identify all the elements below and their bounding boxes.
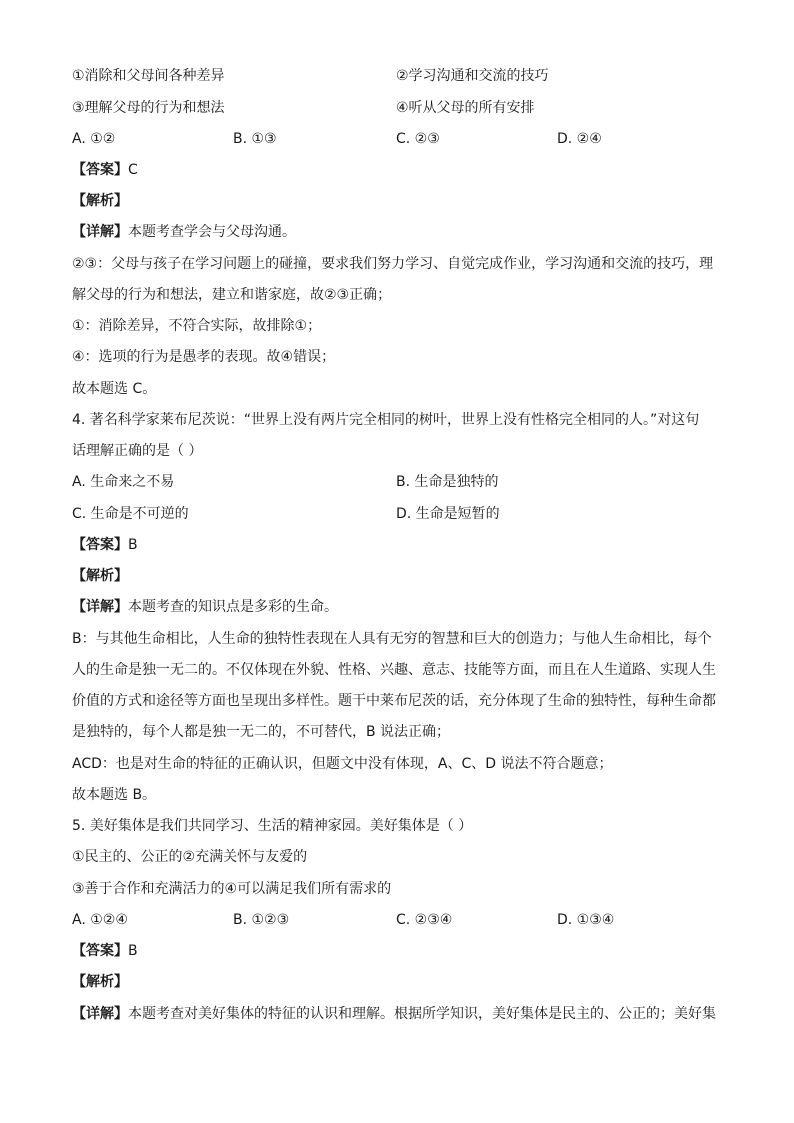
answer-tag: 【答案】 [72,943,128,959]
q4-conclusion: 故本题选 B。 [72,787,157,803]
q5-analysis-tag: 【解析】 [72,974,128,990]
q5-options-line2: ③善于合作和充满活力的④可以满足我们所有需求的 [72,881,392,897]
detail-tag: 【详解】 [72,1006,128,1022]
q4-option-c: C. 生命是不可逆的 [72,506,189,522]
q3-option-row-1 [72,66,549,86]
q4-answer [72,535,138,555]
q3-detail [72,222,296,242]
q4-acd: ACD：也是对生命的特征的正确认识，但题文中没有体现，A、C、D 说法不符合题意； [72,756,613,772]
q4-option-a: A. 生命来之不易 [72,474,175,490]
q3-conclusion: 故本题选 C。 [72,381,157,397]
answer-tag: 【答案】 [72,537,128,553]
q3-para1-line2: 解父母的行为和想法，建立和谐家庭，故②③正确； [72,287,392,303]
q3-choice-a: A. ①② [72,131,116,147]
q4-option-b: B. 生命是独特的 [396,474,499,490]
q4-b-line3: 价值的方式和途径等方面也呈现出多样性。题干中莱布尼茨的话，充分体现了生命的独特性，每种生命都 [72,693,716,709]
q4-analysis-tag: 【解析】 [72,568,128,584]
q3-answer [72,160,138,180]
detail-text: 本题考查的知识点是多彩的生命。 [128,599,338,615]
q4-detail [72,597,338,617]
detail-text: 本题考查对美好集体的特征的认识和理解。根据所学知识，美好集体是民主的、公正的；美好集 [128,1006,716,1022]
q5-answer [72,941,138,961]
q5-choice-a: A. ①②④ [72,912,128,928]
q5-options-line1: ①民主的、公正的②充满关怀与友爱的 [72,849,308,865]
q5-choice-d: D. ①③④ [557,912,615,928]
q3-option-2: ②学习沟通和交流的技巧 [396,68,549,84]
q3-option-4: ④听从父母的所有安排 [396,100,535,116]
q5-detail [72,1004,716,1024]
answer-value: C [128,162,138,178]
q4-option-d: D. 生命是短暂的 [396,506,500,522]
detail-tag: 【详解】 [72,599,128,615]
answer-tag: 【答案】 [72,162,128,178]
q4-options-row1 [72,472,499,492]
q5-choice-c: C. ②③④ [396,912,453,928]
q3-analysis-tag: 【解析】 [72,193,128,209]
q3-choice-c: C. ②③ [396,131,440,147]
q3-para3: ④：选项的行为是愚孝的表现。故④错误； [72,349,336,365]
answer-value: B [128,537,138,553]
q4-b-line4: 是独特的，每个人都是独一无二的，不可替代，B 说法正确； [72,724,451,740]
q5-stem: 5. 美好集体是我们共同学习、生活的精神家园。美好集体是（ ） [72,818,473,834]
q3-choice-d: D. ②④ [557,131,602,147]
answer-value: B [128,943,138,959]
q3-option-1: ①消除和父母间各种差异 [72,68,225,84]
q3-option-row-2 [72,98,535,118]
q3-para1-line1: ②③：父母与孩子在学习问题上的碰撞，要求我们努力学习、自觉完成作业，学习沟通和交流的技巧，理 [72,256,714,272]
q3-choice-b: B. ①③ [233,131,277,147]
q4-options-row2 [72,504,500,524]
detail-text: 本题考查学会与父母沟通。 [128,224,296,240]
q3-para2: ①：消除差异，不符合实际，故排除①； [72,318,322,334]
q3-option-3: ③理解父母的行为和想法 [72,100,225,116]
q5-choice-b: B. ①②③ [233,912,290,928]
q4-stem-line2: 话理解正确的是（ ） [72,443,203,459]
q4-stem-line1: 4. 著名科学家莱布尼茨说：“世界上没有两片完全相同的树叶，世界上没有性格完全相同的人。”对这句 [72,412,700,428]
detail-tag: 【详解】 [72,224,128,240]
q4-b-line2: 人的生命是独一无二的。不仅体现在外貌、性格、兴趣、意志、技能等方面，而且在人生道路、实现人生 [72,662,716,678]
q4-b-line1: B：与其他生命相比，人生命的独特性表现在人具有无穷的智慧和巨大的创造力；与他人生命相比，每个 [72,631,712,647]
